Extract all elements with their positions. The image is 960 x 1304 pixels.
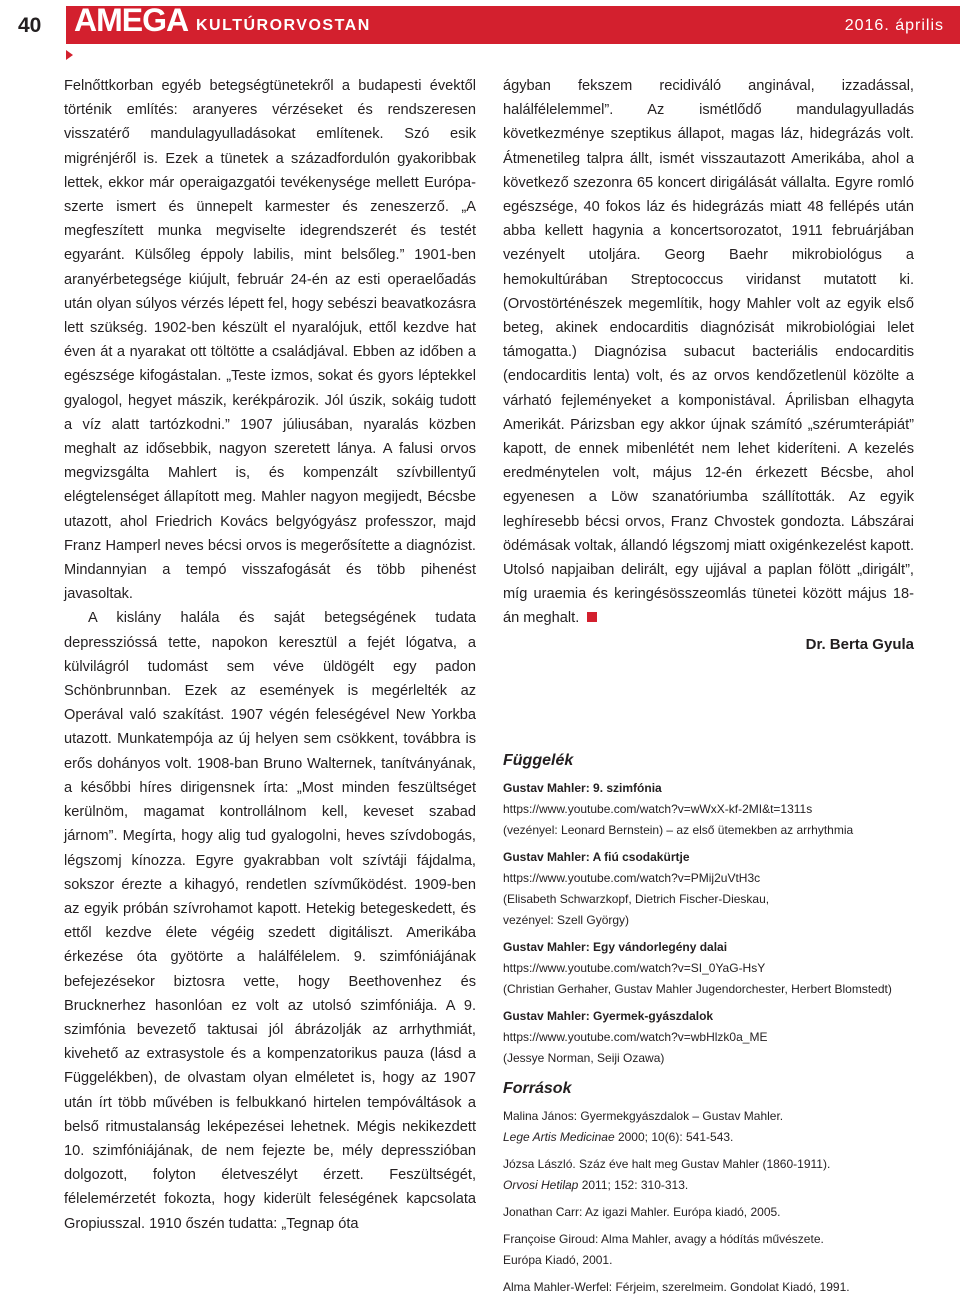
paragraph: A kislány halála és saját betegségének tudata depresszióssá tette, napokon keresztül a fejét lógatva, a külvilágról tudomást sem véve üldögélt egy padon Schönbrunnban. Ezek az események is megérlelték az Operával való szakítást. 1907 végén feleségével New Yorkba utazott. Munkatempója az új helyen sem csökkent, továbbra is erős dohányos volt. 1908-ban Bruno Walternek, tanítványának, a későbbi híres dirigensnek írta: „Most minden feszültséget kerülnöm, magamat kontrollálnom kell, keveset szabad járnom”. Megírta, hogy alig tud gyalogolni, heves szívdobogás, légszomj kínozza. Egyre gyakrabban volt szívtáji fájdalma, sokszor érezte a kihagyó, rendetlen szívműködést. 1909-ben az egyik próbán szívrohamot kapott. Hetekig betegeskedett, és ettől kezdve élete végéig szedett digitáliszt. Amerikába érkezése óta gyötörte a halálfélelem. 9. szimfóniájának befejezésekor biztosra vette, hogy Beethovenhez és Brucknerhez hasonlóan ez volt az utolsó szimfóniája. A 9. szimfónia bevezető taktusai jól ábrázolják az arrhythmiát, kivehető az extrasystole és a kompenzatorikus pauza (lásd a Függelékben), de olvastam olyan elméletet is, hogy az 1907 után írt több művében is felbukkanó hirtelen tempóváltások a belső ritmustalanság leképezései lehetnek. Mégis nekikezdett 10. szimfóniájának, de nem fejezte be, mély depresszióban dolgozott, folyton életveszélyt érzett. Feszültségét, félelemérzetét fokozta, hogy kiderült feleségének kapcsolata Gropiusszal. 1910 őszén tudatta: „Tegnap óta — [64, 610, 476, 1232]
sources — [503, 1080, 923, 1304]
magazine-logo: AMEGA — [74, 2, 189, 38]
source-item: Françoise Giroud: Alma Mahler, avagy a hódítás művészete. Európa Kiadó, 2001. — [503, 1232, 824, 1267]
appendix-heading: Függelék — [503, 752, 574, 769]
section-title: KULTÚRORVOSTAN — [196, 17, 371, 34]
appendix — [503, 752, 923, 1075]
page-number: 40 — [18, 14, 42, 37]
paragraph: Felnőttkorban egyéb betegségtünetekről a budapesti évektől történik említés: aranyeres vérzéseket és rendszeresen visszatérő mandulagyulladásokat említenek. Szó esik migrénjéről is. Ezek a tünetek a századfordulón gyakoribbak lettek, ekkor már operaigazgatói tevékenysége mellett Európa-szerte ismert és ünnepelt karmester és zeneszerző. „A megfeszített munka megviselte idegrendszerét és testét egyaránt. Külsőleg éppoly labilis, mint belsőleg.” 1901-ben aranyérbetegsége kiújult, február 24-én az esti operaelőadás után olyan súlyos vérzés lépett fel, hogy sebészi beavatkozásra lett szükség. 1902-ben készült el nyaralójuk, ettől kezdve hat éven át a nyarakat ott töltötte a családjával. Ebben az időben a egészsége kifogástalan. „Teste izmos, sokat és gyors léptekkel gyalogol, hegyet mászik, kerékpározik. Jól úszik, sokáig tudott a víz alatt tartózkodni.” 1907 júliusában, nyaralás közben meghalt az idősebbik, nagyon szeretett lánya. A falusi orvos megvizsgálta Mahlert is, és kompenzált szívbillentyű elégtelenséget állapított meg. Mahler nagyon megijedt, Bécsbe utazott, ahol Friedrich Kovács belgyógyász professzor, majd Franz Hamperl neves bécsi orvos is megerősítette a diagnózist. Mindannyian a tempó visszafogását és több pihenést javasoltak. — [64, 78, 476, 603]
entry-title: Gustav Mahler: Egy vándorlegény dalai — [503, 940, 728, 954]
triangle-marker-icon — [66, 50, 73, 60]
entry-title: Gustav Mahler: 9. szimfónia — [503, 781, 662, 795]
appendix-entry — [503, 847, 923, 931]
paragraph-text: ágyban fekszem recidiváló anginával, izzadással, halálfélelemmel”. Az ismétlődő mandulagyulladás következménye szeptikus állapot, magas láz, hidegrázás volt. Átmenetileg talpra állt, ismét visszautazott Amerikába, ahol a következő szezonra 65 koncert dirigálását vállalta. Egyre romló egészsége, 40 fokos láz és hidegrázás miatt 48 fellépés után abba kellett hagynia a koncertsorozatot, 1911 februárjában vezényelt utoljára. Georg Baehr mikrobiológus a hemokultúrában Streptococcus viridanst mutatott ki. (Orvostörténészek megemlítik, hogy Mahler volt az egyik első beteg, akinek endocarditis diagnózisát mikrobiológiai lelet támogatta.) Diagnózisa subacut bacteriális endocarditis (endocarditis lenta) volt, és az orvos kendőzetlenül közölte a várható fejleményeket a komponistával. Áprilisban elhagyta Amerikát. Párizsban egy akkor újnak számító „szérumterápiát” kapott, de ennek mibenlétét nem lehet kideríteni. A kezelés eredménytelen volt, május 12-én érkezett Bécsbe, ahol egyenesen a Löw szanatóriumba szállították. Az egyik leghíresebb bécsi orvos, Franz Chvostek gondozta. Lábszárai ödémásak voltak, állandó légszomj miatt oxigénkezelést kapott. Utolsó napjaiban delirált, egy ujjával a paplan fölött „dirigált”, míg uraemia és keringésösszeomlás tünetei között május 18-án meghalt. — [503, 78, 914, 627]
appendix-entry — [503, 1006, 923, 1069]
entry-link[interactable]: https://www.youtube.com/watch?v=PMij2uVtH3c — [503, 871, 761, 885]
entry-link[interactable]: https://www.youtube.com/watch?v=SI_0YaG-HsY — [503, 961, 766, 975]
source-item: Jonathan Carr: Az igazi Mahler. Európa kiadó, 2005. — [503, 1205, 781, 1219]
journal-title: Orvosi Hetilap — [503, 1178, 579, 1192]
journal-title: Lege Artis Medicinae — [503, 1130, 615, 1144]
author-name: Dr. Berta Gyula — [805, 635, 914, 653]
left-column — [64, 74, 476, 1236]
entry-note: (Christian Gerhaher, Gustav Mahler Jugendorchester, Herbert Blomstedt) — [503, 982, 892, 996]
right-column — [503, 74, 914, 657]
entry-note: (Jessye Norman, Seiji Ozawa) — [503, 1051, 665, 1065]
paragraph — [503, 74, 914, 631]
entry-link[interactable]: https://www.youtube.com/watch?v=wbHlzk0a_ME — [503, 1030, 768, 1044]
issue-date: 2016. április — [844, 17, 944, 34]
sources-heading: Források — [503, 1080, 572, 1097]
source-item: Alma Mahler-Werfel: Férjeim, szerelmeim. Gondolat Kiadó, 1991. — [503, 1280, 850, 1294]
appendix-entry — [503, 937, 923, 1000]
page-header — [0, 0, 960, 48]
end-square-icon — [587, 612, 597, 622]
source-item: Malina János: Gyermekgyászdalok – Gustav Mahler. Lege Artis Medicinae 2000; 10(6): 541-543. — [503, 1109, 784, 1144]
entry-title: Gustav Mahler: Gyermek-gyászdalok — [503, 1009, 714, 1023]
entry-note: (vezényel: Leonard Bernstein) – az első ütemekben az arrhythmia — [503, 823, 854, 837]
appendix-entry — [503, 778, 923, 841]
appendix-list — [503, 778, 923, 1069]
entry-title: Gustav Mahler: A fiú csodakürtje — [503, 850, 690, 864]
entry-note: (Elisabeth Schwarzkopf, Dietrich Fischer-Dieskau, vezényel: Szell György) — [503, 892, 770, 927]
source-item: Józsa László. Száz éve halt meg Gustav Mahler (1860-1911). Orvosi Hetilap 2011; 152: 310-313. — [503, 1157, 831, 1192]
entry-link[interactable]: https://www.youtube.com/watch?v=wWxX-kf-2MI&t=1311s — [503, 802, 813, 816]
